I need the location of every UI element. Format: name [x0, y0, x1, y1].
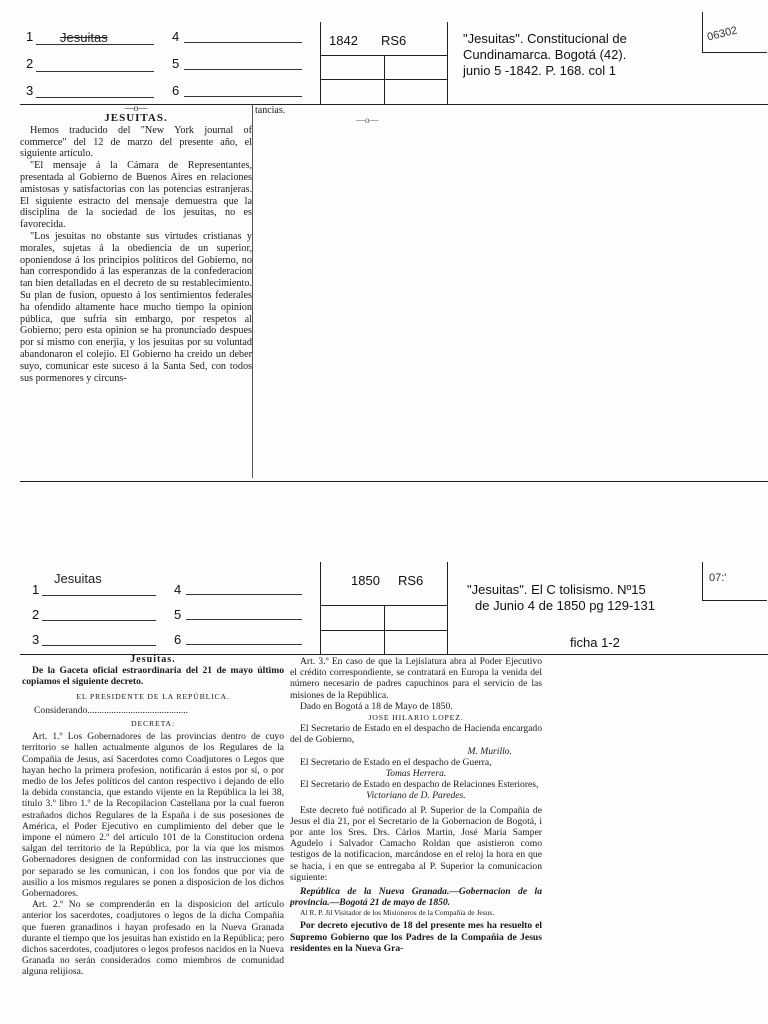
field-1-number: 1: [32, 582, 40, 597]
grid-line: [320, 55, 447, 56]
republic-heading: República de la Nueva Granada.—Gobernacion de la provincia.—Bogotá 21 de mayo de 1850.: [290, 886, 542, 909]
considerando-line: Considerando..........................................: [34, 704, 189, 716]
archive-number-stamp: 07:': [709, 572, 727, 584]
reference-line-2: de Junio 4 de 1850 pg 129-131: [475, 598, 655, 613]
year: 1842: [329, 33, 358, 48]
closing-paragraph: Por decreto ejecutivo de 18 del presente mes ha resuelto el Supremo Gobierno que los Padres de la Compañia de Jesus residentes en la Nueva Gra-: [290, 920, 542, 954]
grid-line: [320, 22, 321, 104]
secretary-2-name: Tomas Herrera.: [385, 768, 447, 780]
end-ornament: —o—: [356, 115, 379, 125]
field-5-number: 5: [174, 607, 182, 622]
article-title: JESUITAS.: [104, 112, 168, 124]
archive-number-stamp: 06302: [706, 24, 739, 44]
decreta-heading: DECRETA:: [131, 719, 175, 729]
article-paragraph: "El mensaje á la Cámara de Representantes, presentada al Gobierno de Buenos Aires en relaciones amistosas y satisfactorias con las potencias estranjeras. El siguiente estracto del mensaje demuestra que la disciplina de la sociedad de los jesuitas, no es favorecida.: [20, 160, 252, 231]
newspaper-clipping-left: [22, 654, 284, 1024]
field-4-number: 4: [172, 29, 180, 44]
grid-line: [320, 562, 321, 654]
field-6-line: [184, 96, 302, 97]
article-paragraph: "Los jesuitas no obstante sus virtudes cristianas y morales, sujetas á la obediencia de un superior, oponiendose á los principios políticos del Gobierno, no han correspondido á las esperanzas de la confederacion tan bien detalladas en el decreto de su restablecimiento. Su plan de fusion, opuesto á los sentimientos federales ha ofendido altamente hace mucho tiempo la opinion pública, que sufria sin embargo, por respetos al Gobierno; pero esta opinion se ha pronunciado despues por sí mismo con enerjia, y los jesuitas por su voluntad abandonaron el colejio. El Gobierno ha creido un deber suyo, comunicar este suceso á la Santa Sed, con todos sus pormenores y circuns-: [20, 230, 252, 384]
field-6-line: [186, 644, 302, 645]
field-3-line: [36, 97, 154, 98]
article-title: Jesuitas.: [130, 654, 176, 665]
code: RS6: [381, 33, 407, 48]
notification-paragraph: Este decreto fué notificado al P. Superior de la Compañia de Jesus el dia 21, por el Secretario de la Gobernacion de Bogotá, i por ante los Sres. Drs. Cárlos Martin, José María Samper Agudelo i Salvador Camacho Roldan que asistieron como testigos de la notificacion, marcándose en el reloj la hora en que se hacia, i en que se entregaba al P. Superior la comunicacion siguiente:: [290, 804, 542, 883]
field-1-value: Jesuitas: [60, 30, 108, 45]
continuation-text: tancias.: [255, 105, 286, 116]
field-5-line: [186, 619, 302, 620]
article-3: Art. 3.º En caso de que la Lejislatura abra al Poder Ejecutivo el crédito correspondiente, se contratará en Europa la venida del número necesario de padres capuchinos para el servicio de las misiones de la República.: [290, 656, 542, 701]
stamp-box: [702, 12, 767, 53]
dated-line: Dado en Bogotá a 18 de Mayo de 1850.: [300, 700, 453, 712]
grid-line: [320, 79, 447, 80]
code: RS6: [398, 573, 424, 588]
intro-paragraph: De la Gaceta oficial estraordinaria del 21 de mayo último copiamos el siguiente decreto.: [22, 665, 284, 688]
year: 1850: [351, 573, 380, 588]
reference-line-1: "Jesuitas". Constitucional de: [463, 31, 627, 46]
secretary-3: El Secretario de Estado en despacho de Relaciones Esteriores,: [300, 779, 539, 791]
field-5-line: [184, 69, 302, 70]
grid-line: [320, 630, 447, 631]
secretary-1: El Secretario de Estado en el despacho de Hacienda encargado del de Gobierno,: [290, 723, 542, 746]
article-1: Art. 1.º Los Gobernadores de las provincias dentro de cuyo territorio se hallen actualmente algunos de los Regulares de la Compañia de Jesus, así Sacerdotes como Coadjutores o Legos que hayan hecho la primera profesion, notificarán á estos por sí, o por medio de los Jefes políticos del canton respectivo i dejando de ello la debida constancia, que estando vijente en la República la lei 38, título 3.º libro 1.º de la Recopilacion Castellana por la cual fueron estrañados dichos Regulares de la España i de sus posesiones de América, el Poder Ejecutivo en cumplimiento del deber que le impone el número 2.º del artículo 101 de la Constitucion ordena salgan del territorio de la República, por la via que los mismos Gobernadores designen de conformidad con las instrucciones que por separado se les comunican, i con los fondos que por via de ausilio a los mismos regulares se ponen a disposicion de los dichos Gobernadores.: [22, 731, 284, 900]
signer: JOSE HILARIO LOPEZ.: [368, 713, 464, 723]
president-heading: EL PRESIDENTE DE LA REPÚBLICA.: [76, 691, 230, 701]
field-2-line: [36, 71, 154, 72]
field-3-number: 3: [26, 83, 34, 98]
field-4-line: [186, 594, 302, 595]
field-1-value: Jesuitas: [54, 571, 102, 586]
field-5-number: 5: [172, 56, 180, 71]
source-reference: [463, 31, 627, 79]
article-paragraph: Hemos traducido del "New York journal of commerce" del 12 de marzo del presente año, el siguiente artículo.: [20, 124, 252, 160]
field-6-number: 6: [174, 632, 182, 647]
field-6-number: 6: [172, 83, 180, 98]
article-2: Art. 2.º No se comprenderán en la disposicion del artículo anterior los sacerdotes, coadjutores o legos de la dicha Compañia que fueren granadinos i hayan profesado en la Nueva Granada durante el tiempo que los jesuitas han existido en la República; pero dichos sacerdotes, coadjutores o legos profesos nacidos en la Nueva Granada no serán considerados como miembros de comunidad alguna relijiosa.: [22, 899, 284, 978]
reference-line-3: ficha 1-2: [570, 635, 620, 650]
field-1-line: [42, 595, 156, 596]
secretary-1-name: M. Murillo.: [467, 745, 512, 757]
secretary-3-name: Victoriano de D. Paredes.: [366, 790, 466, 802]
reference-line-3: junio 5 -1842. P. 168. col 1: [463, 63, 616, 78]
newspaper-clipping-1842: [20, 104, 253, 478]
grid-line: [447, 22, 448, 104]
card-bottom-rule: [20, 481, 768, 482]
field-2-number: 2: [32, 607, 40, 622]
field-1-line: [36, 44, 154, 45]
field-4-line: [184, 42, 302, 43]
addressee: Al R. P. Jil Visitador de los Misioneros de la Compañia de Jesus.: [300, 908, 495, 918]
field-3-number: 3: [32, 632, 40, 647]
stamp-box: [702, 562, 767, 601]
field-2-number: 2: [26, 56, 34, 71]
grid-line: [320, 605, 447, 606]
divider-ornament: —o—: [124, 103, 148, 113]
newspaper-clipping-right: [290, 656, 542, 1024]
field-3-line: [42, 645, 156, 646]
field-2-line: [42, 620, 156, 621]
secretary-2: El Secretario de Estado en el despacho de Guerra,: [300, 756, 492, 768]
source-reference: [467, 582, 655, 614]
reference-line-1: "Jesuitas". El C tolisismo. Nº15: [467, 582, 646, 597]
grid-line: [447, 562, 448, 654]
reference-line-2: Cundinamarca. Bogotá (42).: [463, 47, 627, 62]
field-4-number: 4: [174, 582, 182, 597]
field-1-number: 1: [26, 29, 34, 44]
